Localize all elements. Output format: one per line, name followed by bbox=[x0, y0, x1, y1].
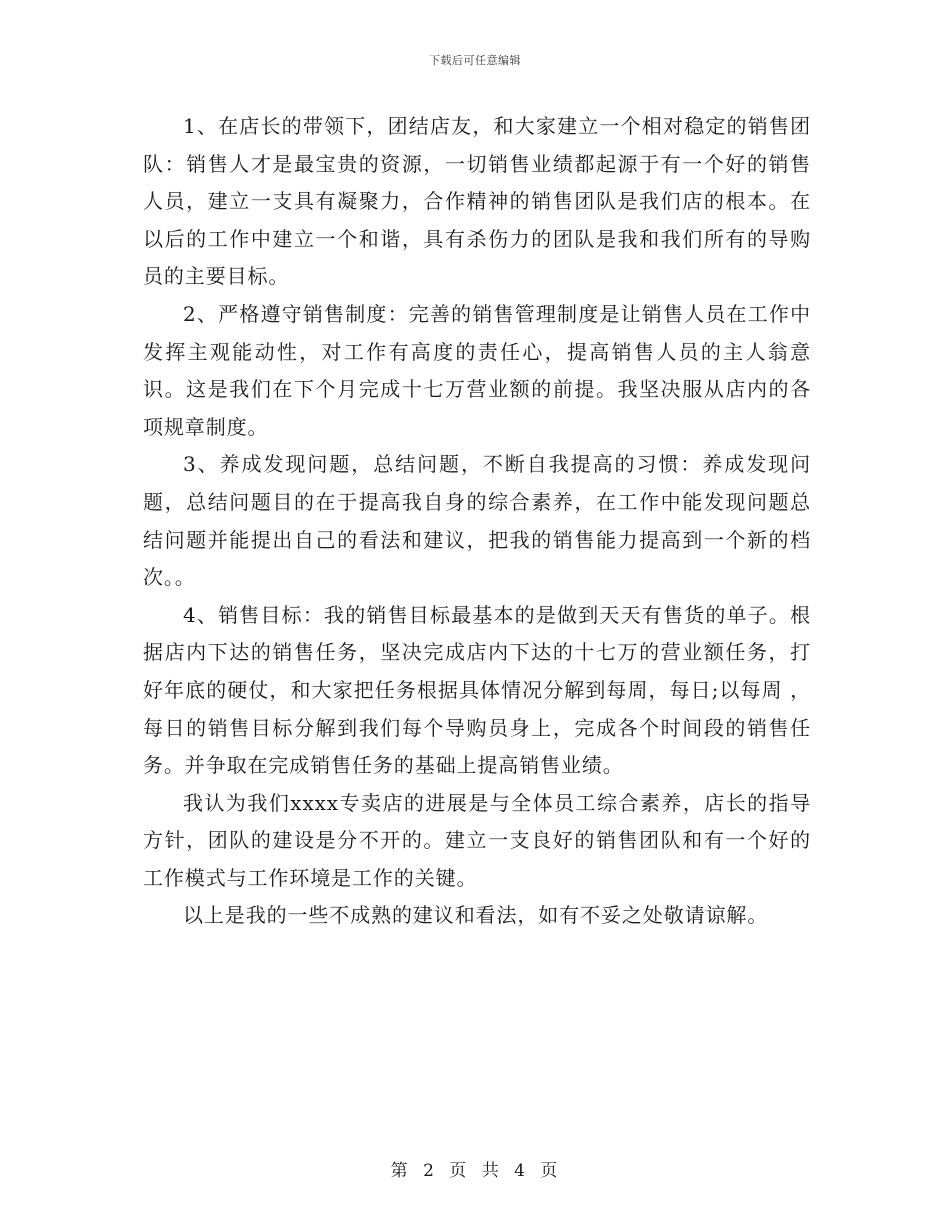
paragraph-problem-solving: 3、养成发现问题，总结问题，不断自我提高的习惯：养成发现问题，总结问题目的在于提高我自身的综合素养，在工作中能发现问题总结问题并能提出自己的看法和建议，把我的销售能力提高到一个新的档次。。 bbox=[143, 452, 811, 590]
paragraph-sales-rules: 2、严格遵守销售制度：完善的销售管理制度是让销售人员在工作中发挥主观能动性，对工作有高度的责任心，提高销售人员的主人翁意识。这是我们在下个月完成十七万营业额的前提。我坚决服从店内的各项规章制度。 bbox=[143, 301, 811, 439]
paragraph-team-building: 1、在店长的带领下，团结店友，和大家建立一个相对稳定的销售团队：销售人才是最宝贵的资源，一切销售业绩都起源于有一个好的销售人员，建立一支具有凝聚力，合作精神的销售团队是我们店的根本。在以后的工作中建立一个和谐，具有杀伤力的团队是我和我们所有的导购员的主要目标。 bbox=[143, 114, 811, 289]
page-number: 第 2 页 共 4 页 bbox=[390, 1161, 560, 1181]
paragraph-store-development: 我认为我们xxxx专卖店的进展是与全体员工综合素养，店长的指导方针，团队的建设是分不开的。建立一支良好的销售团队和有一个好的工作模式与工作环境是工作的关键。 bbox=[143, 790, 811, 890]
paragraph-sales-target: 4、销售目标：我的销售目标最基本的是做到天天有售货的单子。根据店内下达的销售任务，坚决完成店内下达的十七万的营业额任务，打好年底的硬仗，和大家把任务根据具体情况分解到每周，每日;以每周 ，每日的销售目标分解到我们每个导购员身上，完成各个时间段的销售任务。并争取在完成销售任务的基础上提高销售业绩。 bbox=[143, 602, 811, 778]
page-header: 下载后可任意编辑 bbox=[429, 54, 521, 67]
paragraph-closing: 以上是我的一些不成熟的建议和看法，如有不妥之处敬请谅解。 bbox=[183, 903, 769, 928]
document-body bbox=[143, 108, 811, 935]
